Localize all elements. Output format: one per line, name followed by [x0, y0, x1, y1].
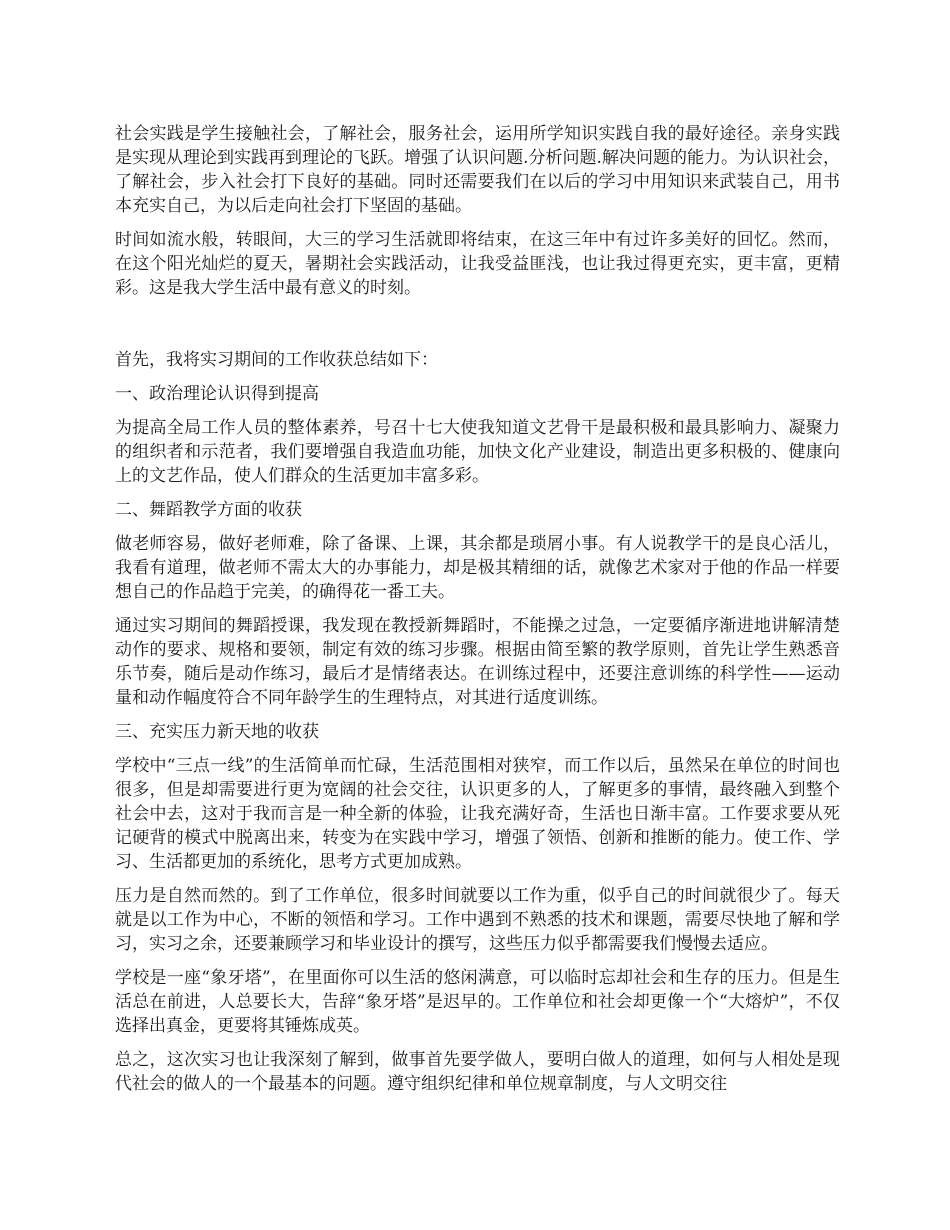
- paragraph-time: 时间如流水般，转眼间，大三的学习生活就即将结束，在这三年中有过许多美好的回忆。然而，在这个阳光灿烂的夏天，暑期社会实践活动，让我受益匪浅，也让我过得更充实，更丰富，更精彩。这是我大学生活中最有意义的时刻。: [115, 230, 840, 298]
- paragraph-pressure: 压力是自然而然的。到了工作单位，很多时间就要以工作为重，似乎自己的时间就很少了。每天就是以工作为中心，不断的领悟和学习。工作中遇到不熟悉的技术和课题，需要尽快地了解和学习，实习之余，还要兼顾学习和毕业设计的撰写，这些压力似乎都需要我们慢慢去适应。: [115, 886, 840, 954]
- paragraph-dance-teaching: 通过实习期间的舞蹈授课，我发现在教授新舞蹈时，不能操之过急，一定要循序渐进地讲解清楚动作的要求、规格和要领，制定有效的练习步骤。根据由简至繁的教学原则，首先让学生熟悉音乐节奏，随后是动作练习，最后才是情绪表达。在训练过程中，还要注意训练的科学性——运动量和动作幅度符合不同年龄学生的生理特点，对其进行适度训练。: [115, 616, 840, 708]
- spacer: [115, 310, 840, 348]
- section-heading-politics: 一、政治理论认识得到提高: [115, 384, 319, 404]
- paragraph-conclusion: 总之，这次实习也让我深刻了解到，做事首先要学做人，要明白做人的道理，如何与人相处是现代社会的做人的一个最基本的问题。遵守组织纪律和单位规章制度，与人文明交往: [115, 1050, 840, 1094]
- section-heading-dance: 二、舞蹈教学方面的收获: [115, 500, 302, 520]
- paragraph-school-life: 学校中“三点一线”的生活简单而忙碌，生活范围相对狭窄，而工作以后，虽然呆在单位的时间也很多，但是却需要进行更为宽阔的社会交往，认识更多的人，了解更多的事情，最终融入到整个社会中去，这对于我而言是一种全新的体验，让我充满好奇，生活也日渐丰富。工作要求要从死记硬背的模式中脱离出来，转变为在实践中学习，增强了领悟、创新和推断的能力。使工作、学习、生活都更加的系统化，思考方式更加成熟。: [115, 756, 840, 872]
- paragraph-teacher: 做老师容易，做好老师难，除了备课、上课，其余都是琐屑小事。有人说教学干的是良心活儿，我看有道理，做老师不需太大的办事能力，却是极其精细的话，就像艺术家对于他的作品一样要想自己的作品趋于完美，的确得花一番工夫。: [115, 534, 840, 602]
- paragraph-ivory-tower: 学校是一座“象牙塔”，在里面你可以生活的悠闲满意，可以临时忘却社会和生存的压力。但是生活总在前进，人总要长大，告辞“象牙塔”是迟早的。工作单位和社会却更像一个“大熔炉”，不仅选择出真金，更要将其锤炼成英。: [115, 968, 840, 1036]
- paragraph-intro: 社会实践是学生接触社会，了解社会，服务社会，运用所学知识实践自我的最好途径。亲身实践是实现从理论到实践再到理论的飞跃。增强了认识问题.分析问题.解决问题的能力。为认识社会，了解社会，步入社会打下良好的基础。同时还需要我们在以后的学习中用知识来武装自己，用书本充实自己，为以后走向社会打下坚固的基础。: [115, 124, 840, 216]
- paragraph-politics: 为提高全局工作人员的整体素养，号召十七大使我知道文艺骨干是最积极和最具影响力、凝聚力的组织者和示范者，我们要增强自我造血功能，加快文化产业建设，制造出更多积极的、健康向上的文艺作品，使人们群众的生活更加丰富多彩。: [115, 418, 840, 486]
- section-heading-pressure: 三、充实压力新天地的收获: [115, 722, 319, 742]
- document-body: [115, 122, 840, 1106]
- paragraph-summary-lead: 首先，我将实习期间的工作收获总结如下：: [115, 350, 438, 370]
